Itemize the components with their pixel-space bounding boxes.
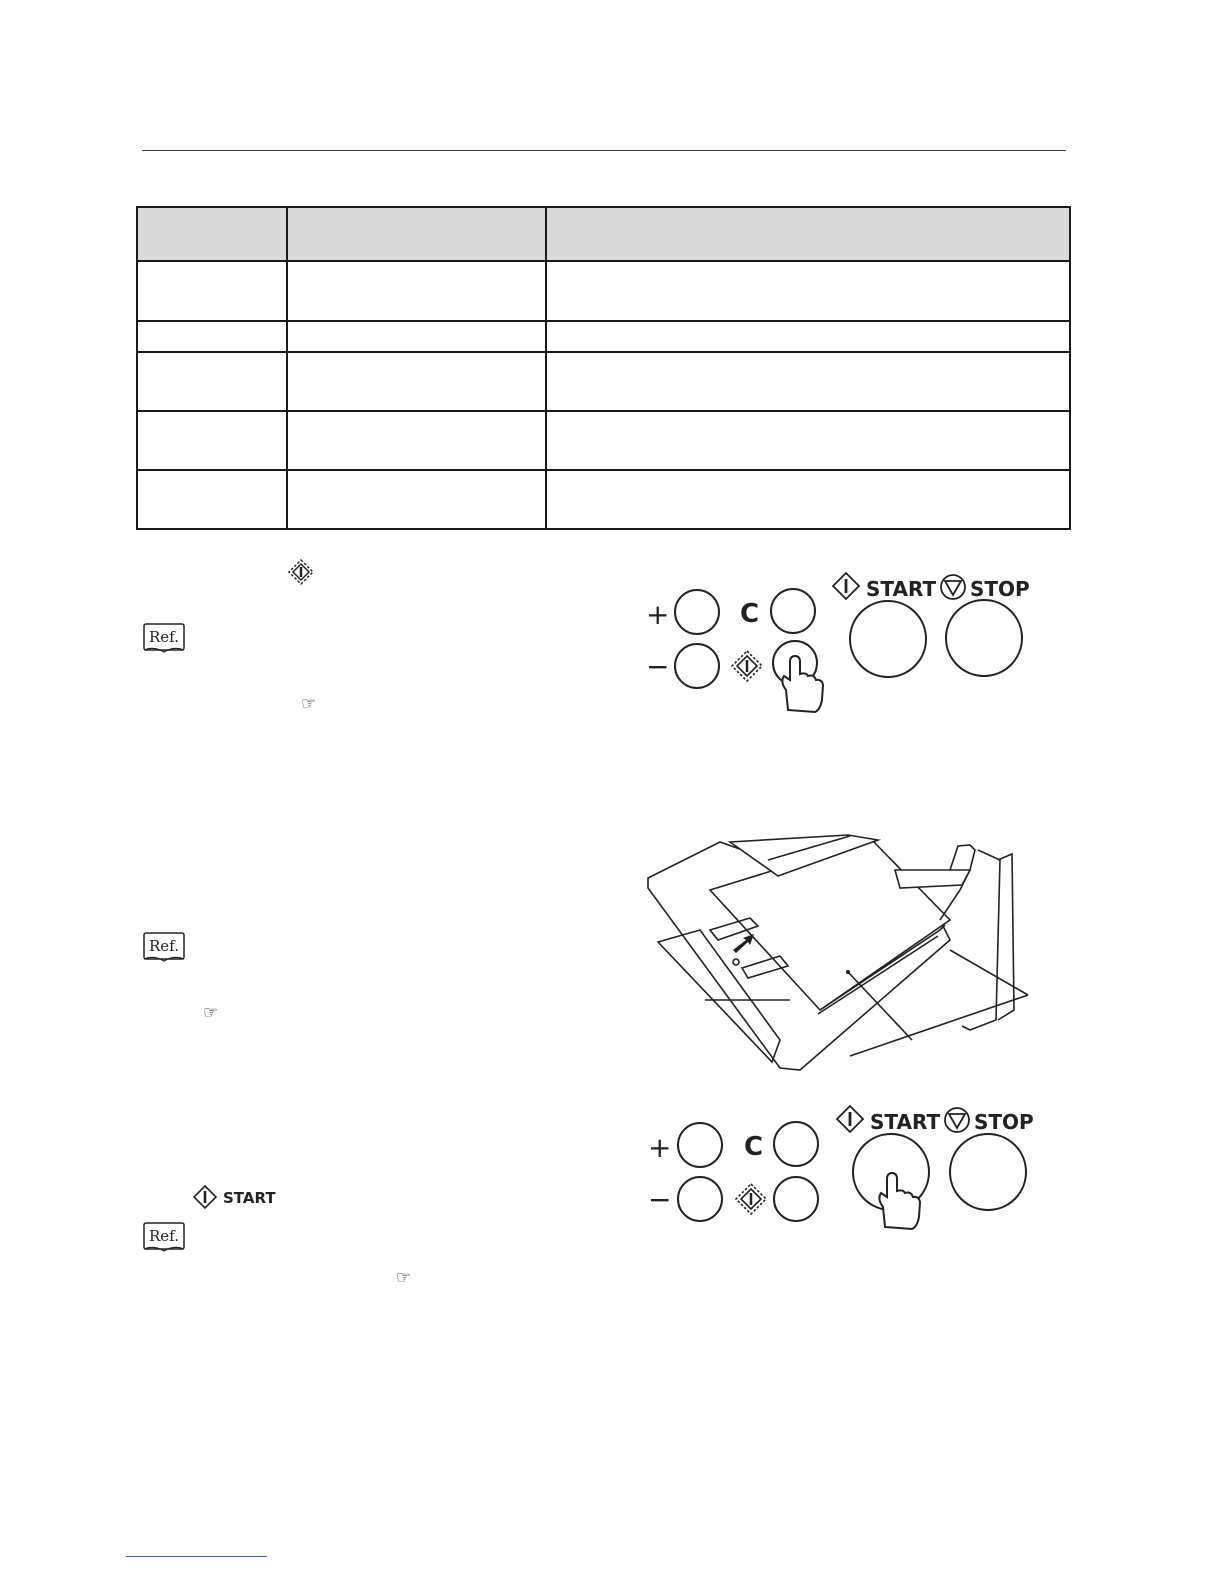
table-cell xyxy=(546,321,1070,352)
settings-table xyxy=(136,206,1071,530)
header-rule xyxy=(142,150,1066,151)
arrow-icon xyxy=(733,934,754,953)
svg-text:Ref.: Ref. xyxy=(149,628,179,646)
plus-key xyxy=(678,1123,722,1167)
stop-triangle-icon xyxy=(941,575,965,599)
clear-label: C xyxy=(744,1132,764,1162)
stop-label: STOP xyxy=(974,1110,1034,1134)
ref-book-icon xyxy=(142,1221,186,1253)
table-cell xyxy=(137,411,287,470)
svg-text:Ref.: Ref. xyxy=(149,937,179,955)
pointing-hand-icon: ☞ xyxy=(203,1003,219,1022)
minus-label: − xyxy=(648,1183,672,1216)
table-header-row xyxy=(137,207,1070,261)
table-cell xyxy=(287,321,546,352)
clear-label: C xyxy=(740,599,760,629)
table-header-cell xyxy=(546,207,1070,261)
start-diamond-icon xyxy=(732,651,762,681)
start-diamond-icon xyxy=(833,573,859,599)
start-key xyxy=(850,601,926,677)
ref-book-icon xyxy=(142,931,186,963)
table-cell xyxy=(137,352,287,411)
table-cell xyxy=(287,261,546,321)
ref-book-icon xyxy=(142,622,186,654)
plus-label: + xyxy=(648,1131,672,1164)
plus-key xyxy=(675,590,719,634)
minus-key xyxy=(678,1177,722,1221)
table-cell xyxy=(546,470,1070,529)
start-diamond-icon xyxy=(837,1106,863,1132)
stop-triangle-icon xyxy=(945,1108,969,1132)
footer-link-underline xyxy=(126,1556,267,1557)
table-cell xyxy=(287,411,546,470)
table-cell xyxy=(137,470,287,529)
start-diamond-icon xyxy=(287,558,315,586)
table-row xyxy=(137,352,1070,411)
table-row xyxy=(137,321,1070,352)
control-panel-illustration-2 xyxy=(644,1103,1044,1253)
pointing-hand-icon: ☞ xyxy=(396,1268,412,1287)
print-key xyxy=(774,1177,818,1221)
start-label: START xyxy=(870,1110,941,1134)
table-header-cell xyxy=(137,207,287,261)
table-cell xyxy=(287,352,546,411)
hand-icon xyxy=(879,1173,920,1229)
stop-key xyxy=(946,600,1022,676)
pointing-hand-icon: ☞ xyxy=(301,694,317,713)
table-row xyxy=(137,261,1070,321)
table-cell xyxy=(287,470,546,529)
start-label: START xyxy=(866,577,937,601)
stop-label: STOP xyxy=(970,577,1030,601)
svg-text:Ref.: Ref. xyxy=(149,1227,179,1245)
control-panel-illustration-1 xyxy=(640,570,1040,720)
minus-key xyxy=(675,644,719,688)
clear-key xyxy=(774,1122,818,1166)
table-header-cell xyxy=(287,207,546,261)
table-cell xyxy=(546,352,1070,411)
clear-key xyxy=(771,589,815,633)
paper-feed-tray-illustration xyxy=(640,830,1040,1075)
table-row xyxy=(137,411,1070,470)
plus-label: + xyxy=(646,598,670,631)
table-row xyxy=(137,470,1070,529)
table-cell xyxy=(137,321,287,352)
stop-key xyxy=(950,1134,1026,1210)
start-diamond-icon xyxy=(736,1184,766,1214)
table-cell xyxy=(546,411,1070,470)
start-key-label: START xyxy=(223,1189,276,1207)
minus-label: − xyxy=(646,650,670,683)
start-key-inline xyxy=(193,1185,283,1209)
table-cell xyxy=(546,261,1070,321)
table-cell xyxy=(137,261,287,321)
